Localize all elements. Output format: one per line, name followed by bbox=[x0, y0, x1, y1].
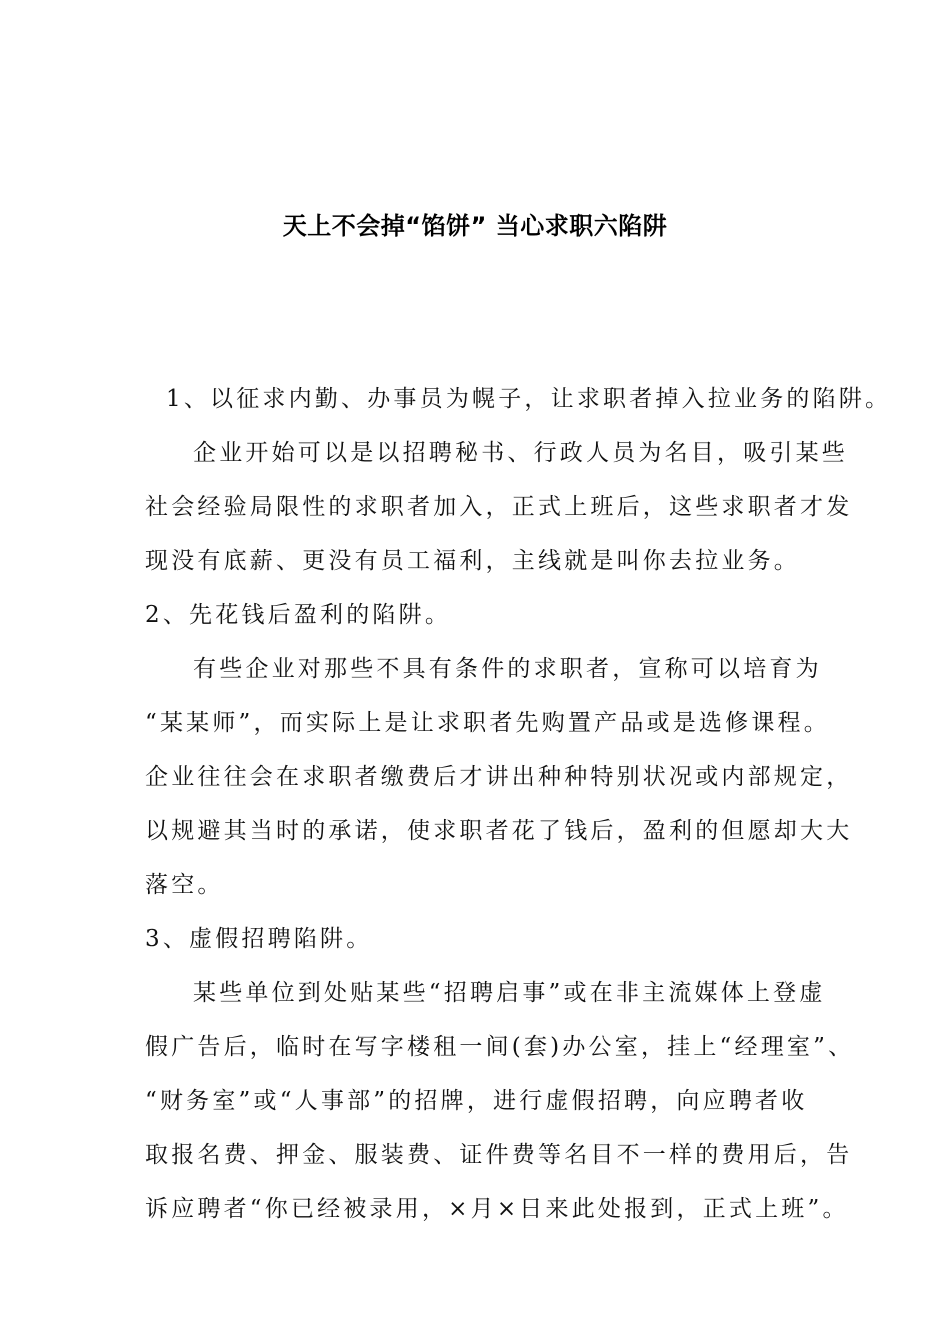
paragraph-line: 社会经验局限性的求职者加入，正式上班后，这些求职者才发 bbox=[145, 494, 853, 520]
paragraph-line: 落空。 bbox=[145, 872, 224, 898]
paragraph-line: 企业开始可以是以招聘秘书、行政人员为名目，吸引某些 bbox=[193, 440, 848, 466]
section-2-heading: 2、先花钱后盈利的陷阱。 bbox=[145, 602, 452, 628]
paragraph-line: 取报名费、押金、服装费、证件费等名目不一样的费用后，告 bbox=[145, 1142, 853, 1168]
section-3-heading: 3、虚假招聘陷阱。 bbox=[145, 926, 373, 952]
paragraph-line: “某某师”，而实际上是让求职者先购置产品或是选修课程。 bbox=[145, 710, 830, 736]
paragraph-line: 诉应聘者“你已经被录用，×月×日来此处报到，正式上班”。 bbox=[145, 1196, 849, 1222]
paragraph-line: “财务室”或“人事部”的招牌，进行虚假招聘，向应聘者收 bbox=[145, 1088, 808, 1114]
paragraph-line: 现没有底薪、更没有员工福利，主线就是叫你去拉业务。 bbox=[145, 548, 800, 574]
paragraph-line: 企业往往会在求职者缴费后才讲出种种特别状况或内部规定， bbox=[145, 764, 853, 790]
paragraph-line: 以规避其当时的承诺，使求职者花了钱后，盈利的但愿却大大 bbox=[145, 818, 853, 844]
paragraph-line: 有些企业对那些不具有条件的求职者，宣称可以培育为 bbox=[193, 656, 822, 682]
section-1-heading: 1、以征求内勤、办事员为幌子，让求职者掉入拉业务的陷阱。 bbox=[166, 386, 892, 412]
paragraph-line: 某些单位到处贴某些“招聘启事”或在非主流媒体上登虚 bbox=[193, 980, 826, 1006]
paragraph-line: 假广告后，临时在写字楼租一间(套)办公室，挂上“经理室”、 bbox=[145, 1034, 855, 1060]
document-title: 天上不会掉“馅饼” 当心求职六陷阱 bbox=[282, 212, 668, 240]
